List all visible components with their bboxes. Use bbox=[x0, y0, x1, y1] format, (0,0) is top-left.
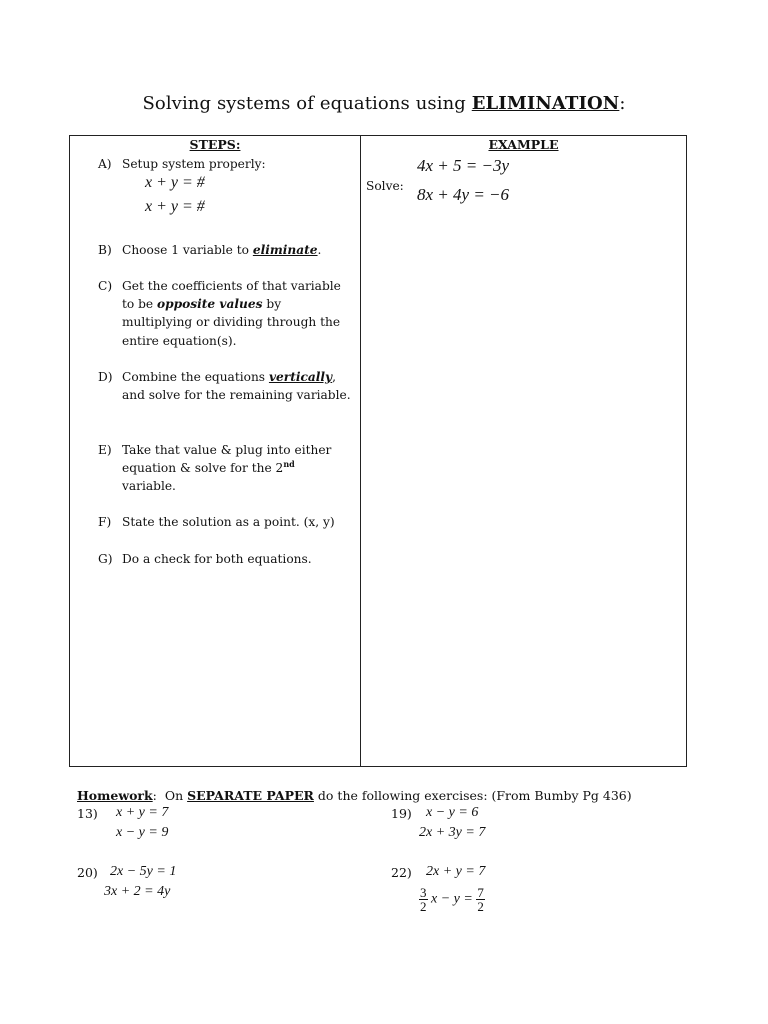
step-g bbox=[98, 550, 352, 568]
example-heading: EXAMPLE bbox=[488, 137, 559, 152]
exercise-19-equation-1: x − y = 6 bbox=[426, 805, 479, 820]
step-text: State the solution as a point. (x, y) bbox=[122, 515, 335, 529]
step-letter: E) bbox=[98, 443, 112, 457]
homework-instructions: Homework: On SEPARATE PAPER do the following exercises: (From Bumby Pg 436) bbox=[77, 788, 632, 803]
step-b bbox=[98, 241, 352, 259]
separate-paper: SEPARATE PAPER bbox=[187, 788, 314, 803]
exercise-number: 19) bbox=[391, 806, 412, 821]
example-equation-1: 4x + 5 = −3y bbox=[417, 156, 510, 175]
exercise-20-equation-1: 2x − 5y = 1 bbox=[110, 864, 177, 879]
step-e bbox=[98, 441, 352, 496]
step-c bbox=[98, 277, 352, 350]
steps-heading: STEPS: bbox=[189, 137, 241, 152]
setup-equation-2: x + y = # bbox=[145, 198, 205, 215]
step-letter: G) bbox=[98, 552, 113, 566]
step-text: Combine the equations vertically, and solve for the remaining variable. bbox=[122, 370, 351, 403]
step-text: Choose 1 variable to eliminate. bbox=[122, 243, 322, 257]
emphasis-opposite-values: opposite values bbox=[157, 297, 263, 312]
step-letter: D) bbox=[98, 370, 113, 384]
step-text: Take that value & plug into either equation & solve for the 2nd variable. bbox=[122, 443, 332, 494]
exercise-number: 13) bbox=[77, 806, 98, 821]
title-prefix: Solving systems of equations using bbox=[142, 93, 472, 114]
exercise-number: 20) bbox=[77, 865, 98, 880]
exercise-13-equation-2: x − y = 9 bbox=[116, 825, 169, 840]
step-text: Setup system properly: bbox=[122, 157, 266, 171]
fraction: $\frac{7}{2}$ bbox=[477, 885, 484, 914]
ordinal-suffix: nd bbox=[283, 459, 295, 470]
solve-label: Solve: bbox=[366, 179, 404, 193]
fraction: $\frac{3}{2}$ bbox=[420, 885, 427, 914]
step-f bbox=[98, 513, 352, 531]
exercise-22-equation-2: $\frac{3}{2}$ x − y = $\frac{7}{2}$ bbox=[420, 885, 484, 914]
step-text: Do a check for both equations. bbox=[122, 552, 312, 566]
exercise-19-equation-2: 2x + 3y = 7 bbox=[419, 825, 486, 840]
step-letter: B) bbox=[98, 243, 112, 257]
step-letter: F) bbox=[98, 515, 112, 529]
emphasis-vertically: vertically bbox=[268, 370, 333, 384]
column-divider bbox=[360, 136, 361, 766]
example-equation-2: 8x + 4y = −6 bbox=[417, 185, 510, 204]
title-keyword: ELIMINATION bbox=[471, 93, 620, 114]
title-suffix: : bbox=[619, 93, 626, 114]
exercise-20-equation-2: 3x + 2 = 4y bbox=[104, 884, 171, 899]
exercise-13-equation-1: x + y = 7 bbox=[116, 805, 169, 820]
emphasis-eliminate: eliminate bbox=[252, 243, 318, 257]
page-title bbox=[0, 93, 768, 114]
step-a bbox=[98, 155, 352, 173]
step-d bbox=[98, 368, 352, 404]
exercise-22-equation-1: 2x + y = 7 bbox=[426, 864, 486, 879]
homework-label: Homework bbox=[77, 788, 153, 803]
step-text: Get the coefficients of that variable to be opposite values by multiplying or dividing through the entire equation(s). bbox=[122, 279, 341, 348]
exercise-number: 22) bbox=[391, 865, 412, 880]
step-letter: C) bbox=[98, 279, 113, 293]
step-letter: A) bbox=[98, 157, 112, 171]
setup-equation-1: x + y = # bbox=[145, 174, 205, 191]
steps-example-table bbox=[69, 135, 687, 767]
